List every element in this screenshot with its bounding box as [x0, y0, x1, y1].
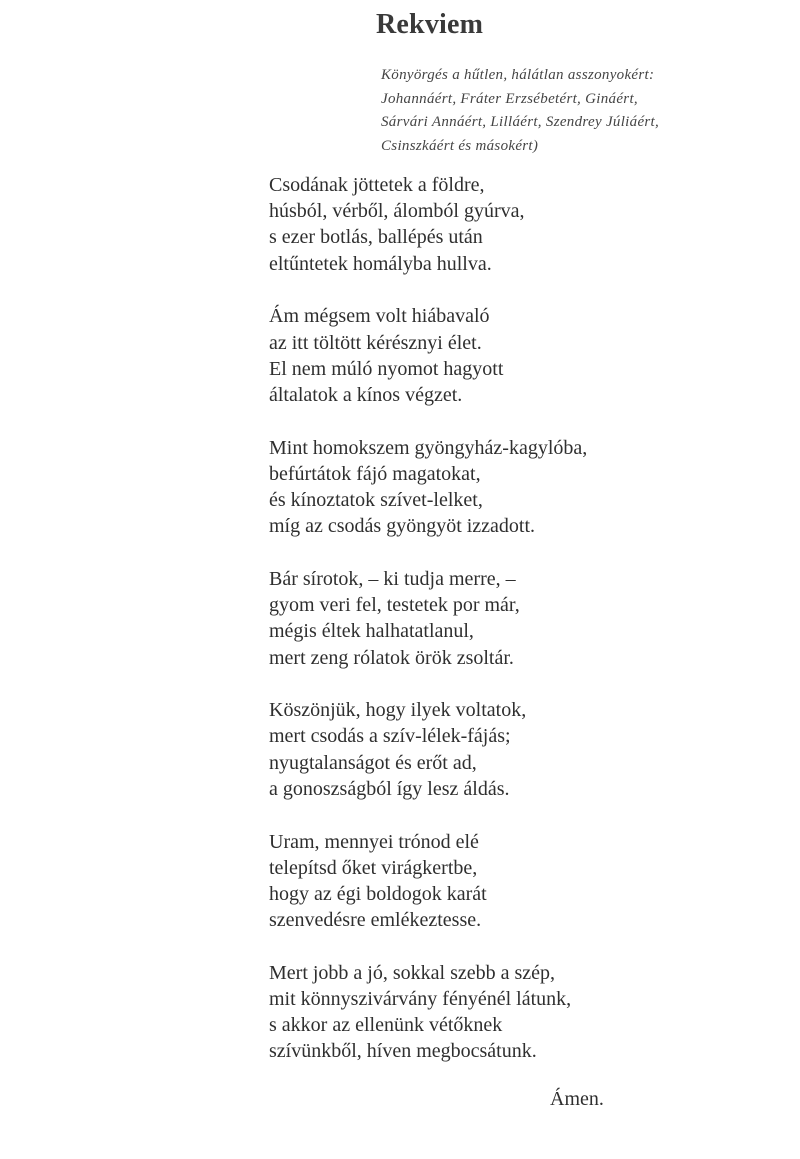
poem-title: Rekviem	[376, 9, 484, 40]
verse-line: El nem múló nyomot hagyott	[269, 357, 504, 380]
verse-line: hogy az égi boldogok karát	[269, 882, 487, 905]
dedication-line: Könyörgés a hűtlen, hálátlan asszonyokért:	[381, 67, 655, 83]
verse-line: az itt töltött kérésznyi élet.	[269, 331, 482, 354]
stanza	[269, 172, 769, 277]
verse-line: Uram, mennyei trónod elé	[269, 830, 479, 853]
verse-line: és kínoztatok szívet-lelket,	[269, 489, 483, 512]
verse-line: általatok a kínos végzet.	[269, 383, 463, 406]
stanza	[269, 435, 769, 540]
verse-line: nyugtalanságot és erőt ad,	[269, 751, 477, 774]
verse-line: míg az csodás gyöngyöt izzadott.	[269, 515, 536, 538]
dedication-line: Sárvári Annáért, Lilláért, Szendrey Júliáért,	[381, 114, 660, 130]
verse-line: s ezer botlás, ballépés után	[269, 226, 483, 249]
dedication	[381, 64, 781, 158]
verse-line: szenvedésre emlékeztesse.	[269, 909, 482, 932]
stanza	[269, 960, 769, 1065]
verse-line: Mert jobb a jó, sokkal szebb a szép,	[269, 961, 556, 984]
stanza	[269, 303, 769, 408]
verse-line: Köszönjük, hogy ilyek voltatok,	[269, 699, 527, 722]
stanza	[269, 829, 769, 934]
verse-line: szívünkből, híven megbocsátunk.	[269, 1040, 537, 1063]
verse-line: eltűntetek homályba hullva.	[269, 252, 492, 275]
verse-line: gyom veri fel, testetek por már,	[269, 594, 520, 617]
verse-line: a gonoszságból így lesz áldás.	[269, 777, 510, 800]
verse-line: mert zeng rólatok örök zsoltár.	[269, 646, 514, 669]
closing-amen: Ámen.	[550, 1088, 604, 1110]
verse-line: s akkor az ellenünk vétőknek	[269, 1014, 503, 1037]
stanza	[269, 566, 769, 671]
verse-line: Ám mégsem volt hiábavaló	[269, 305, 490, 328]
dedication-line: Johannáért, Fráter Erzsébetért, Gináért,	[381, 90, 638, 107]
stanza	[269, 697, 769, 802]
poem-body	[269, 172, 769, 1091]
verse-line: húsból, vérből, álomból gyúrva,	[269, 200, 525, 223]
verse-line: mert csodás a szív-lélek-fájás;	[269, 725, 511, 748]
verse-line: Bár sírotok, – ki tudja merre, –	[269, 567, 516, 590]
verse-line: befúrtátok fájó magatokat,	[269, 462, 481, 485]
verse-line: Csodának jöttetek a földre,	[269, 174, 485, 196]
dedication-line: Csinszkáért és másokért)	[381, 137, 539, 154]
verse-line: Mint homokszem gyöngyház-kagylóba,	[269, 436, 588, 459]
verse-line: mit könnyszivárvány fényénél látunk,	[269, 988, 572, 1011]
verse-line: telepítsd őket virágkertbe,	[269, 856, 478, 879]
verse-line: mégis éltek halhatatlanul,	[269, 620, 474, 643]
